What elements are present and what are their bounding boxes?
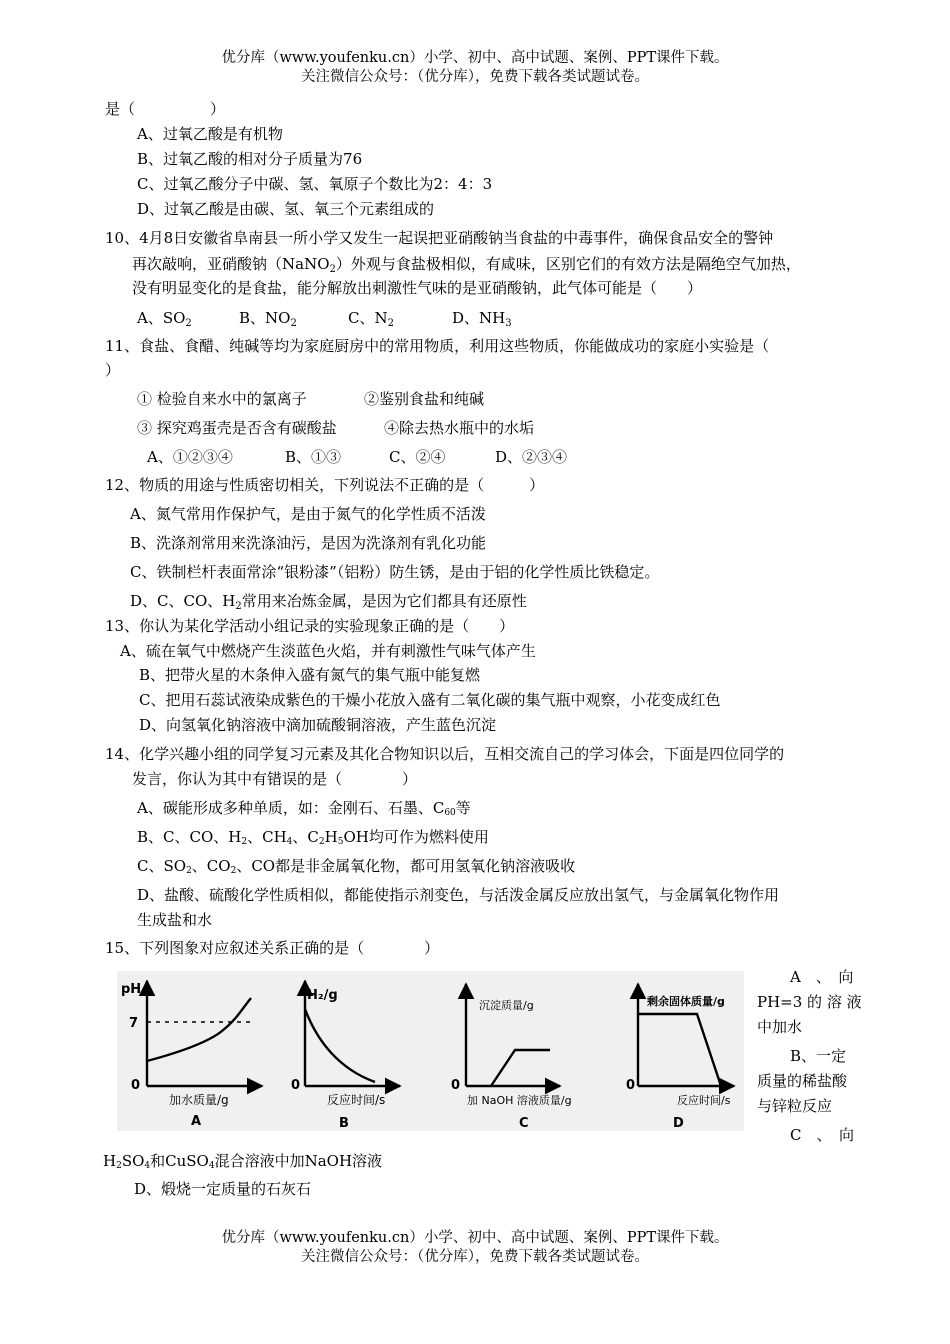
q11-option-c: C、②④ — [389, 448, 446, 466]
footer-line-1: 优分库（www.youfenku.cn）小学、初中、高中试题、案例、PPT课件下载。 — [221, 1230, 729, 1246]
q11-item-4: ④除去热水瓶中的水垢 — [384, 419, 535, 437]
header-line-2: 关注微信公众号：（优分库），免费下载各类试题试卷。 — [301, 69, 649, 85]
q11-item-3: ③ 探究鸡蛋壳是否含有碳酸盐 — [137, 419, 337, 437]
graph-b-x-label: 反应时间/s — [327, 1093, 386, 1107]
q10-line-2: 再次敲响，亚硝酸钠（NaNO$_2$）外观与食盐极相似，有咸味，区别它们的有效方法是隔绝空气加热， — [132, 255, 801, 275]
q12-option-d: D、C、CO、$H_2$常用来冶炼金属，是因为它们都具有还原性 — [130, 592, 527, 612]
q15-option-d: D、煅烧一定质量的石灰石 — [134, 1180, 312, 1198]
q11-item-2: ②鉴别食盐和纯碱 — [364, 390, 485, 408]
q10-option-b: B、$NO_2$ — [239, 309, 297, 329]
q9-stem-tail: 是（ ） — [105, 100, 226, 118]
graph-d-x-label: 反应时间/s — [677, 1094, 731, 1107]
graph-d-line — [638, 1014, 721, 1086]
q11-item-1: ① 检验自来水中的氯离子 — [137, 390, 307, 408]
q11-option-b: B、①③ — [285, 448, 342, 466]
q14-option-b: B、C、CO、H2、CH4、C2H5OH均可作为燃料使用 — [137, 828, 489, 847]
q9-option-b: B、过氧乙酸的相对分子质量为76 — [137, 150, 363, 168]
q12-option-b: B、洗涤剂常用来洗涤油污，是因为洗涤剂有乳化功能 — [130, 534, 487, 552]
q11-option-a: A、①②③④ — [147, 448, 233, 466]
q11-line-2: ） — [105, 361, 121, 379]
q14-option-d-line-1: D、盐酸、硫酸化学性质相似，都能使指示剂变色，与活泼金属反应放出氢气，与金属氧化物作用 — [137, 886, 780, 904]
graph-c-origin: 0 — [451, 1078, 461, 1093]
graph-c-x-label: 加 NaOH 溶液质量/g — [467, 1094, 572, 1107]
q12-stem: 12、物质的用途与性质密切相关，下列说法不正确的是（ ） — [105, 476, 545, 494]
graph-a-y-label: pH — [121, 982, 142, 997]
q15-option-a-line-1: A 、 向 — [790, 968, 854, 986]
graph-a-x-label: 加水质量/g — [169, 1093, 229, 1107]
q11-line-1: 11、食盐、食醋、纯碱等均为家庭厨房中的常用物质，利用这些物质，你能做成功的家庭小实验是（ — [105, 337, 770, 355]
q10-option-c: C、$N_2$ — [348, 309, 394, 329]
graph-c-caption: C — [519, 1116, 529, 1131]
q13-option-c: C、把用石蕊试液染成紫色的干燥小花放入盛有二氧化碳的集气瓶中观察，小花变成红色 — [139, 691, 721, 709]
q15-graphs — [117, 971, 744, 1131]
header-line-1: 优分库（www.youfenku.cn）小学、初中、高中试题、案例、PPT课件下载。 — [221, 50, 729, 66]
q10-option-a: A、$SO_2$ — [137, 309, 192, 329]
q13-option-b: B、把带火星的木条伸入盛有氮气的集气瓶中能复燃 — [139, 666, 481, 684]
graph-b-origin: 0 — [291, 1078, 301, 1093]
q10-line-1: 10、4月8日安徽省阜南县一所小学又发生一起误把亚硝酸钠当食盐的中毒事件，确保食品安全的警钟 — [105, 229, 774, 247]
graph-c-line — [491, 1050, 550, 1086]
graph-d-y-label: 剩余固体质量/g — [647, 995, 725, 1008]
q13-stem: 13、你认为某化学活动小组记录的实验现象正确的是（ ） — [105, 617, 515, 635]
graph-a-curve — [147, 998, 251, 1061]
graph-b-caption: B — [339, 1116, 349, 1131]
graph-a-caption: A — [191, 1114, 202, 1129]
q14-option-d-line-2: 生成盐和水 — [137, 911, 213, 929]
q15-figure-panel — [117, 971, 744, 1131]
q14-line-1: 14、化学兴趣小组的同学复习元素及其化合物知识以后，互相交流自己的学习体会，下面是四位同学的 — [105, 745, 785, 763]
q15-option-b-line-3: 与锌粒反应 — [757, 1097, 833, 1115]
q15-option-c-line-2: H2SO4和CuSO4混合溶液中加NaOH溶液 — [103, 1152, 383, 1171]
q15-option-a-line-2: PH=3 的 溶 液 — [757, 993, 862, 1011]
graph-b-y-label: H₂/g — [307, 988, 338, 1003]
graph-a-origin: 0 — [131, 1078, 141, 1093]
graph-d-caption: D — [673, 1116, 684, 1131]
graph-c-y-label: 沉淀质量/g — [479, 999, 534, 1012]
q13-option-a: A、硫在氧气中燃烧产生淡蓝色火焰，并有刺激性气味气体产生 — [120, 642, 536, 660]
graph-a-y-mark: 7 — [129, 1016, 139, 1031]
q11-option-d: D、②③④ — [495, 448, 568, 466]
q9-option-d: D、过氧乙酸是由碳、氢、氧三个元素组成的 — [137, 200, 435, 218]
q15-option-b-line-1: B、一定 — [790, 1047, 847, 1065]
q10-option-d: D、$NH_3$ — [452, 309, 512, 329]
q9-option-a: A、过氧乙酸是有机物 — [137, 125, 283, 143]
q14-line-2: 发言，你认为其中有错误的是（ ） — [132, 770, 418, 788]
q15-option-a-line-3: 中加水 — [757, 1018, 803, 1036]
q15-option-c-line-1: C 、 向 — [790, 1126, 854, 1144]
q14-option-c: C、SO2、CO2、CO都是非金属氧化物，都可用氢氧化钠溶液吸收 — [137, 857, 576, 876]
q14-option-a: A、碳能形成多种单质，如：金刚石、石墨、C60等 — [137, 799, 471, 818]
q12-option-a: A、氮气常用作保护气，是由于氮气的化学性质不活泼 — [130, 505, 486, 523]
q9-option-c: C、过氧乙酸分子中碳、氢、氧原子个数比为2：4：3 — [137, 175, 493, 193]
footer-line-2: 关注微信公众号：（优分库），免费下载各类试题试卷。 — [301, 1249, 649, 1265]
graph-d-origin: 0 — [626, 1078, 636, 1093]
q10-line-3: 没有明显变化的是食盐，能分解放出刺激性气味的是亚硝酸钠，此气体可能是（ ） — [132, 279, 703, 297]
q12-option-c: C、铁制栏杆表面常涂“银粉漆”（铝粉）防生锈，是由于铝的化学性质比铁稳定。 — [130, 563, 660, 581]
q13-option-d: D、向氢氧化钠溶液中滴加硫酸铜溶液，产生蓝色沉淀 — [139, 716, 497, 734]
q15-stem: 15、下列图象对应叙述关系正确的是（ ） — [105, 939, 440, 957]
q15-option-b-line-2: 质量的稀盐酸 — [757, 1072, 848, 1090]
graph-b-curve — [305, 1009, 375, 1082]
